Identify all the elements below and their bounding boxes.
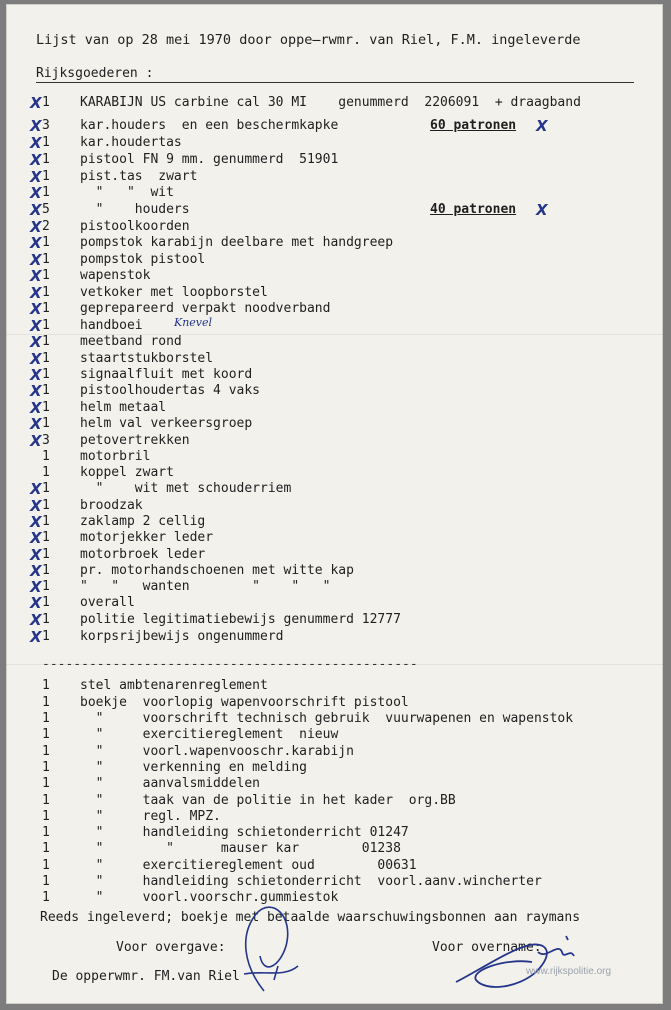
booklet-quantity: 1: [42, 695, 50, 710]
item-description: motorbroek leder: [80, 547, 206, 562]
check-mark-icon: X: [30, 415, 42, 433]
check-mark-icon: X: [30, 94, 42, 112]
booklet-quantity: 1: [42, 727, 50, 742]
check-mark-icon: X: [30, 480, 42, 498]
document-page: [6, 4, 663, 1004]
handover-label: Voor overgave:: [116, 940, 226, 955]
item-quantity: 1: [42, 563, 50, 578]
check-mark-icon: X: [30, 300, 42, 318]
item-description: KARABIJN US carbine cal 30 MI genummerd 2206091 + draagband: [80, 95, 581, 110]
check-mark-icon: X: [30, 168, 42, 186]
booklet-title: " aanvalsmiddelen: [80, 776, 261, 791]
item-quantity: 1: [42, 547, 50, 562]
section-heading: Rijksgoederen :: [36, 66, 154, 81]
item-description: " houders: [80, 202, 190, 217]
item-quantity: 1: [42, 449, 50, 464]
item-quantity: 1: [42, 351, 50, 366]
signatory-name: De opperwmr. FM.van Riel: [52, 969, 240, 984]
item-quantity: 1: [42, 95, 50, 110]
item-note: 40 patronen: [430, 202, 517, 217]
item-quantity: 1: [42, 268, 50, 283]
item-quantity: 1: [42, 612, 50, 627]
check-mark-icon: X: [30, 513, 42, 531]
check-mark-icon: X: [30, 399, 42, 417]
booklet-title: boekje voorlopig wapenvoorschrift pistool: [80, 695, 409, 710]
check-mark-icon: X: [30, 251, 42, 269]
item-quantity: 1: [42, 334, 50, 349]
item-description: pompstok karabijn deelbare met handgreep: [80, 235, 394, 250]
item-quantity: 1: [42, 367, 50, 382]
check-mark-icon: X: [30, 529, 42, 547]
takeover-label: Voor overname:: [432, 940, 542, 955]
check-mark-icon: X: [30, 284, 42, 302]
item-quantity: 3: [42, 433, 50, 448]
document-title: Lijst van op 28 mei 1970 door oppe̶rwmr. van Riel, F.M. ingeleverde: [36, 32, 581, 48]
check-mark-icon: X: [30, 267, 42, 285]
item-quantity: 1: [42, 416, 50, 431]
item-quantity: 1: [42, 318, 50, 333]
check-mark-icon: X: [30, 611, 42, 629]
separator-line: ------------------------------------------------: [42, 657, 418, 672]
item-description: " " wanten " " ": [80, 579, 331, 594]
check-mark-icon: X: [30, 594, 42, 612]
item-quantity: 1: [42, 252, 50, 267]
check-mark-icon: X: [30, 628, 42, 646]
booklet-title: " " mauser kar 01238: [80, 841, 401, 856]
item-description: pist.tas zwart: [80, 169, 198, 184]
item-description: politie legitimatiebewijs genummerd 12777: [80, 612, 401, 627]
booklet-title: " exercitiereglement nieuw: [80, 727, 339, 742]
booklet-quantity: 1: [42, 874, 50, 889]
booklet-title: stel ambtenarenreglement: [80, 678, 268, 693]
item-quantity: 1: [42, 169, 50, 184]
booklet-quantity: 1: [42, 858, 50, 873]
item-quantity: 1: [42, 152, 50, 167]
website-watermark: www.rijkspolitie.org: [526, 966, 612, 977]
check-mark-icon: X: [30, 218, 42, 236]
item-description: " wit met schouderriem: [80, 481, 292, 496]
item-quantity: 1: [42, 285, 50, 300]
check-mark-icon: X: [536, 201, 548, 219]
item-quantity: 1: [42, 595, 50, 610]
booklet-title: " voorl.voorschr.gummiestok: [80, 890, 339, 905]
item-description: vetkoker met loopborstel: [80, 285, 268, 300]
booklet-title: " voorschrift technisch gebruik vuurwapenen en wapenstok: [80, 711, 574, 726]
item-description: wapenstok: [80, 268, 151, 283]
handover-signature: [234, 896, 304, 996]
item-quantity: 3: [42, 118, 50, 133]
check-mark-icon: X: [30, 117, 42, 135]
check-mark-icon: X: [30, 382, 42, 400]
check-mark-icon: X: [30, 432, 42, 450]
booklet-title: " voorl.wapenvooschr.karabijn: [80, 744, 354, 759]
booklet-title: " handleiding schietonderricht 01247: [80, 825, 409, 840]
item-description: overall: [80, 595, 135, 610]
booklet-quantity: 1: [42, 776, 50, 791]
item-description: motorjekker leder: [80, 530, 214, 545]
item-description: broodzak: [80, 498, 143, 513]
item-description: korpsrijbewijs ongenummerd: [80, 629, 284, 644]
item-description: motorbril: [80, 449, 151, 464]
booklet-quantity: 1: [42, 825, 50, 840]
item-quantity: 1: [42, 629, 50, 644]
check-mark-icon: X: [30, 546, 42, 564]
item-description: pistoolhoudertas 4 vaks: [80, 383, 261, 398]
item-quantity: 1: [42, 481, 50, 496]
booklet-quantity: 1: [42, 760, 50, 775]
item-description: helm metaal: [80, 400, 167, 415]
booklet-title: " verkenning en melding: [80, 760, 307, 775]
check-mark-icon: X: [30, 134, 42, 152]
item-description: pr. motorhandschoenen met witte kap: [80, 563, 354, 578]
booklet-title: " handleiding schietonderricht voorl.aanv.wincherter: [80, 874, 542, 889]
booklet-quantity: 1: [42, 744, 50, 759]
footer-note: Reeds ingeleverd; boekje met betaalde waarschuwingsbonnen aan raymans: [40, 910, 581, 925]
check-mark-icon: X: [30, 234, 42, 252]
check-mark-icon: X: [30, 366, 42, 384]
item-description: petovertrekken: [80, 433, 190, 448]
item-quantity: 1: [42, 301, 50, 316]
item-quantity: 1: [42, 135, 50, 150]
item-quantity: 2: [42, 219, 50, 234]
item-quantity: 1: [42, 185, 50, 200]
item-quantity: 1: [42, 400, 50, 415]
check-mark-icon: X: [30, 317, 42, 335]
booklet-title: " exercitiereglement oud 00631: [80, 858, 417, 873]
item-quantity: 5: [42, 202, 50, 217]
booklet-quantity: 1: [42, 890, 50, 905]
check-mark-icon: X: [30, 497, 42, 515]
item-description: kar.houders en een beschermkapke: [80, 118, 339, 133]
item-description: kar.houdertas: [80, 135, 182, 150]
item-quantity: 1: [42, 465, 50, 480]
check-mark-icon: X: [30, 578, 42, 596]
item-description: " " wit: [80, 185, 174, 200]
item-quantity: 1: [42, 514, 50, 529]
item-description: handboei: [80, 318, 143, 333]
item-description: geprepareerd verpakt noodverband: [80, 301, 331, 316]
check-mark-icon: X: [30, 333, 42, 351]
takeover-signature: [446, 922, 586, 1002]
booklet-quantity: 1: [42, 678, 50, 693]
item-description: pompstok pistool: [80, 252, 206, 267]
handwritten-note: Knevel: [174, 316, 213, 329]
booklet-quantity: 1: [42, 793, 50, 808]
booklet-quantity: 1: [42, 809, 50, 824]
item-quantity: 1: [42, 530, 50, 545]
item-note: 60 patronen: [430, 118, 517, 133]
item-description: meetband rond: [80, 334, 182, 349]
booklet-quantity: 1: [42, 711, 50, 726]
item-description: signaalfluit met koord: [80, 367, 253, 382]
section-rule: [36, 82, 634, 83]
item-quantity: 1: [42, 579, 50, 594]
item-description: helm val verkeersgroep: [80, 416, 253, 431]
item-description: koppel zwart: [80, 465, 174, 480]
item-description: staartstukborstel: [80, 351, 214, 366]
check-mark-icon: X: [30, 184, 42, 202]
item-quantity: 1: [42, 383, 50, 398]
item-description: pistoolkoorden: [80, 219, 190, 234]
check-mark-icon: X: [30, 562, 42, 580]
booklet-title: " regl. MPZ.: [80, 809, 221, 824]
booklet-title: " taak van de politie in het kader org.BB: [80, 793, 456, 808]
item-description: pistool FN 9 mm. genummerd 51901: [80, 152, 339, 167]
check-mark-icon: X: [536, 117, 548, 135]
check-mark-icon: X: [30, 151, 42, 169]
item-description: zaklamp 2 cellig: [80, 514, 206, 529]
check-mark-icon: X: [30, 350, 42, 368]
check-mark-icon: X: [30, 201, 42, 219]
booklet-quantity: 1: [42, 841, 50, 856]
item-quantity: 1: [42, 498, 50, 513]
item-quantity: 1: [42, 235, 50, 250]
